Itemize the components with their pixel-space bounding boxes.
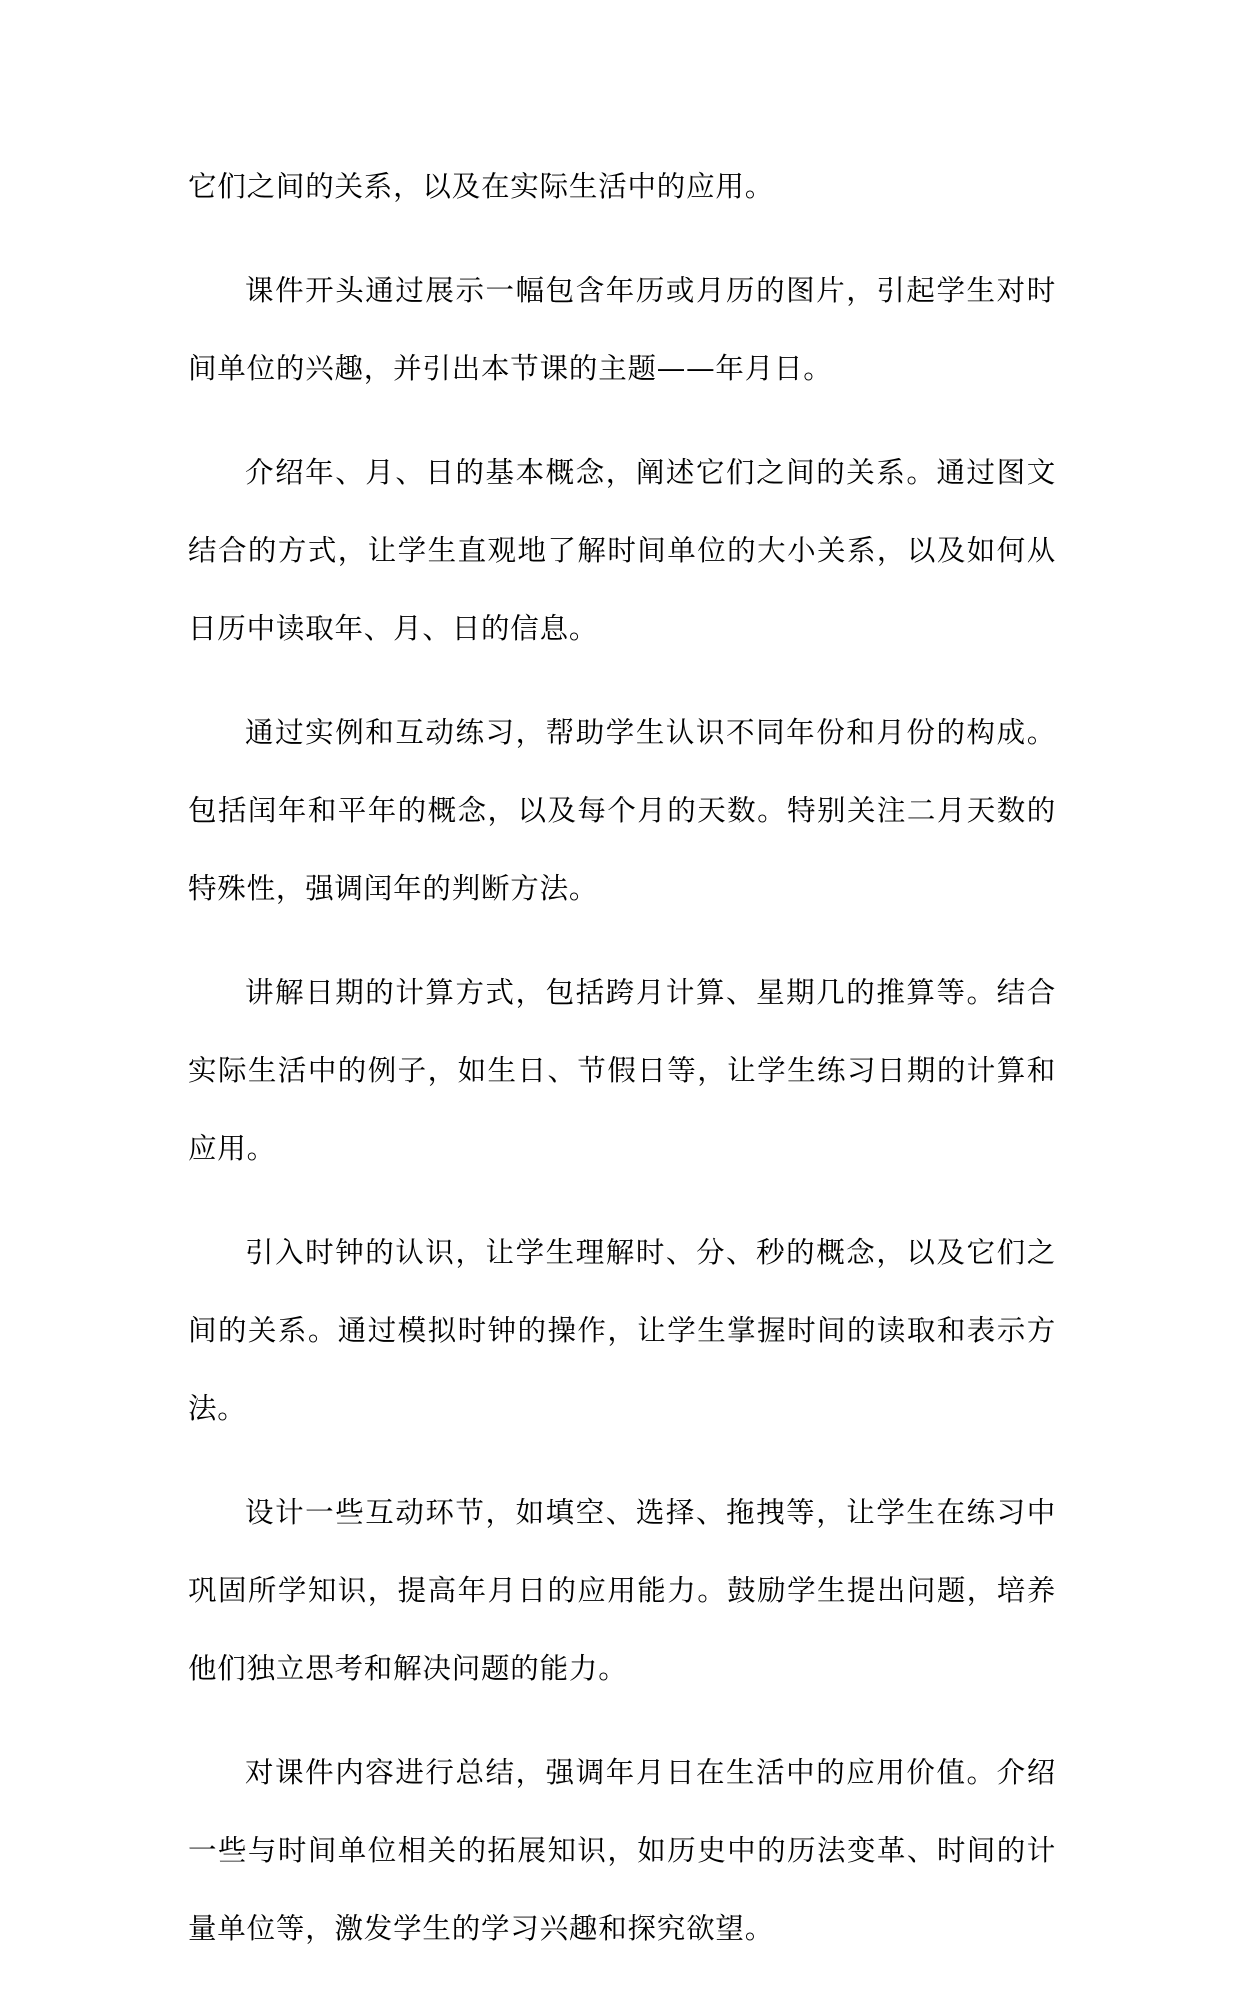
- paragraph: 设计一些互动环节，如填空、选择、拖拽等，让学生在练习中巩固所学知识，提高年月日的应用能力。鼓励学生提出问题，培养他们独立思考和解决问题的能力。: [188, 1496, 1056, 1685]
- paragraph: 介绍年、月、日的基本概念，阐述它们之间的关系。通过图文结合的方式，让学生直观地了解时间单位的大小关系，以及如何从日历中读取年、月、日的信息。: [188, 456, 1056, 645]
- paragraph: 通过实例和互动练习，帮助学生认识不同年份和月份的构成。包括闰年和平年的概念，以及每个月的天数。特别关注二月天数的特殊性，强调闰年的判断方法。: [188, 716, 1056, 905]
- document-body: [188, 148, 1056, 1994]
- paragraph: 讲解日期的计算方式，包括跨月计算、星期几的推算等。结合实际生活中的例子，如生日、节假日等，让学生练习日期的计算和应用。: [188, 976, 1056, 1165]
- paragraph: 课件开头通过展示一幅包含年历或月历的图片，引起学生对时间单位的兴趣，并引出本节课的主题——年月日。: [188, 274, 1056, 385]
- paragraph: 它们之间的关系，以及在实际生活中的应用。: [188, 170, 775, 203]
- paragraph: 引入时钟的认识，让学生理解时、分、秒的概念，以及它们之间的关系。通过模拟时钟的操作，让学生掌握时间的读取和表示方法。: [188, 1236, 1056, 1425]
- paragraph: 对课件内容进行总结，强调年月日在生活中的应用价值。介绍一些与时间单位相关的拓展知识，如历史中的历法变革、时间的计量单位等，激发学生的学习兴趣和探究欲望。: [188, 1756, 1056, 1945]
